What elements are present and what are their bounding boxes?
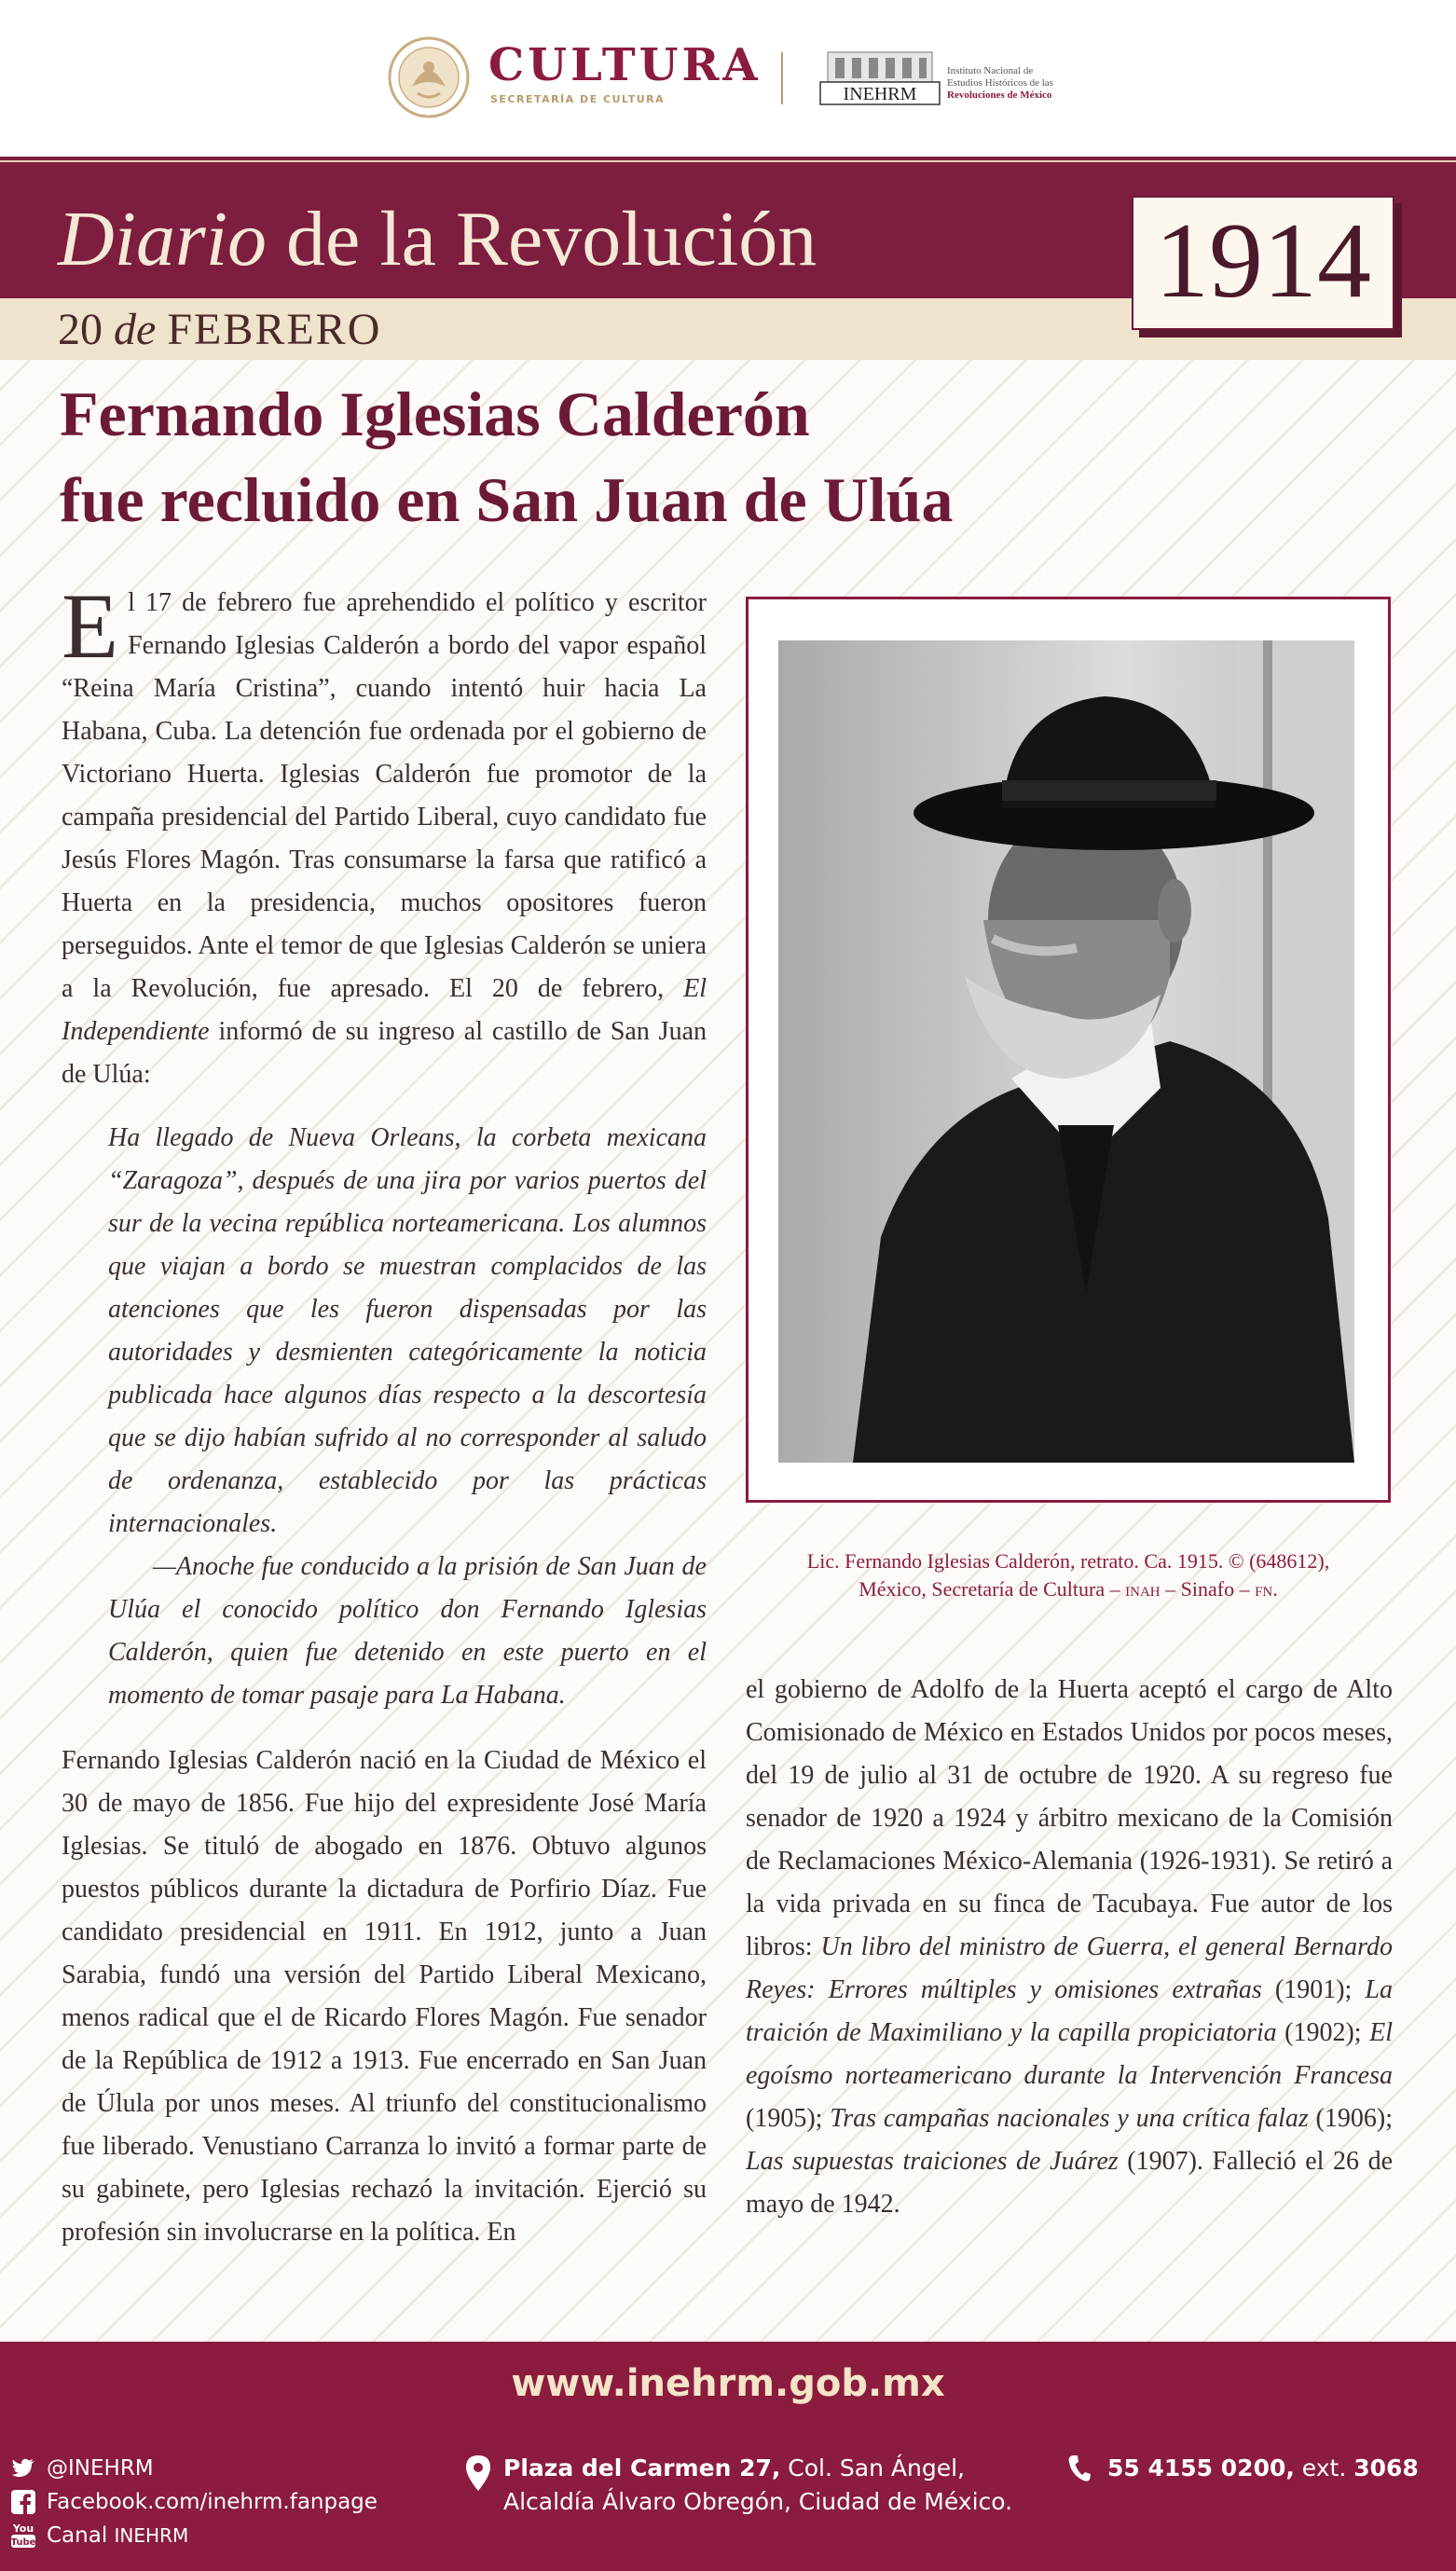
book-title: El egoísmo norteamericano durante la Intervención Francesa xyxy=(746,2018,1393,2090)
cultura-logo-text: CULTURA xyxy=(488,39,762,91)
address: Plaza del Carmen 27, Col. San Ángel, Alcaldía Álvaro Obregón, Ciudad de México. xyxy=(466,2452,1012,2519)
portrait-photo xyxy=(778,640,1354,1463)
inehrm-badge-text: INEHRM xyxy=(843,84,917,104)
series-title: Diario de la Revolución xyxy=(58,196,817,282)
inehrm-institute-name: Instituto Nacional de Estudios Históricos de las Revoluciones de México xyxy=(947,65,1053,101)
article-paragraph-3: el gobierno de Adolfo de la Huerta aceptó el cargo de Alto Comisionado de México en Estados Unidos por pocos meses, del 19 de julio al 31 de octubre de 1920. A su regreso fue senador de 1920 a 1924 y árbitro mexicano de la Comisión de Reclamaciones México-Alemania (1926-1931). Se retiró a la vida privada en su finca de Tacubaya. Fue autor de los libros: Un libro del ministro de Guerra, el general Bernardo Reyes: Errores múltiples y omisiones extrañas (1901); La traición de Maximiliano y la capilla propiciatoria (1902); El egoísmo norteamericano durante la Intervención Francesa (1905); Tras campañas nacionales y una crítica falaz (1906); Las supuestas traiciones de Juárez (1907). Falleció el 26 de mayo de 1942. xyxy=(746,1675,1393,2219)
drop-cap: E xyxy=(62,574,119,678)
year-badge xyxy=(1132,196,1394,330)
book-title: Las supuestas traiciones de Juárez xyxy=(746,2147,1119,2176)
cultura-logo-subtitle: SECRETARÍA DE CULTURA xyxy=(490,93,666,105)
book-title: La traición de Maximiliano y la capilla propiciatoria xyxy=(746,1975,1393,2047)
svg-text:Tube: Tube xyxy=(11,2537,35,2548)
youtube-icon xyxy=(11,2522,35,2550)
book-title: Tras campañas nacionales y una crítica falaz xyxy=(830,2104,1309,2133)
portrait-frame xyxy=(746,597,1391,1503)
footer xyxy=(0,2342,1456,2571)
mexico-coat-of-arms-icon xyxy=(384,35,474,119)
facebook-icon xyxy=(11,2490,35,2514)
twitter-link[interactable]: @INEHRM xyxy=(11,2452,378,2485)
header-rule xyxy=(0,160,1456,162)
logo-divider xyxy=(781,52,783,104)
article-right-column xyxy=(746,1669,1393,2226)
website-link[interactable]: www.inehrm.gob.mx xyxy=(511,2362,945,2405)
article-paragraph-2: Fernando Iglesias Calderón nació en la Ciudad de México el 30 de mayo de 1856. Fue hijo del expresidente José María Iglesias. Se tituló de abogado en 1876. Obtuvo algunos puestos públicos durante la dictadura de Porfirio Díaz. Fue candidato presidencial en 1911. En 1912, junto a Juan Sarabia, fundó una versión del Partido Liberal Mexicano, menos radical que el de Ricardo Flores Magón. Fue senador de la República de 1912 a 1913. Fue encerrado en San Juan de Úlula por unos meses. Al triunfo del constitucionalismo fue liberado. Venustiano Carranza lo invitó a formar parte de su gabinete, pero Iglesias rechazó la invitación. Ejerció su profesión sin involucrarse en la política. En xyxy=(62,1746,707,2247)
location-pin-icon xyxy=(466,2455,490,2491)
youtube-link[interactable]: You Tube Canal INEHRM xyxy=(11,2523,189,2548)
photo-caption: Lic. Fernando Iglesias Calderón, retrato. Ca. 1915. © (648612), México, Secretaría de Cultura – inah – Sinafo – fn. xyxy=(806,1549,1330,1601)
social-links xyxy=(11,2452,378,2552)
year-text: 1914 xyxy=(1155,201,1371,321)
issue-date: 20 de FEBRERO xyxy=(58,305,382,354)
article-paragraph-1: El 17 de febrero fue aprehendido el político y escritor Fernando Iglesias Calderón a bordo del vapor español “Reina María Cristina”, cuando intentó huir hacia La Habana, Cuba. La detención fue ordenada por el gobierno de Victoriano Huerta. Iglesias Calderón fue promotor de la campaña presidencial del Partido Liberal, cuyo candidato fue Jesús Flores Magón. Tras consumarse la farsa que ratificó a Huerta en la presidencia, muchos opositores fueron perseguidos. Ante el temor de que Iglesias Calderón se uniera a la Revolución, fue apresado. El 20 de febrero, El Independiente informó de su ingreso al castillo de San Juan de Ulúa: xyxy=(62,574,707,1089)
phone-icon xyxy=(1068,2455,1091,2482)
book-title: Un libro del ministro de Guerra, el general Bernardo Reyes: Errores múltiples y omisiones extrañas xyxy=(746,1932,1393,2004)
logo-bar xyxy=(0,0,1456,157)
phone[interactable]: 55 4155 0200, ext. 3068 xyxy=(1068,2452,1419,2485)
twitter-icon xyxy=(11,2458,35,2479)
article-left-column xyxy=(62,574,707,2254)
inehrm-building-logo-icon xyxy=(818,50,941,106)
article-headline: Fernando Iglesias Calderón fue recluido en San Juan de Ulúa xyxy=(60,378,954,535)
quote-block: Ha llegado de Nueva Orleans, la corbeta mexicana “Zaragoza”, después de una jira por varios puertos del sur de la vecina república norteamericana. Los alumnos que viajan a bordo se muestran complacidos de las atenciones que les fueron dispensadas por las autoridades y desmienten categóricamente la noticia publicada hace algunos días respecto a la descortesía que se dijo habían sufrido al no corresponder al saludo de ordenanza, establecido por las prácticas internacionales. —Anoche fue conducido a la prisión de San Juan de Ulúa el conocido político don Fernando Iglesias Calderón, quien fue detenido en este puerto en el momento de tomar pasaje para La Habana. xyxy=(108,1123,707,1710)
svg-text:You: You xyxy=(12,2523,34,2535)
facebook-link[interactable]: Facebook.com/inehrm.fanpage xyxy=(11,2485,378,2519)
portrait-illustration-icon xyxy=(778,640,1354,1463)
